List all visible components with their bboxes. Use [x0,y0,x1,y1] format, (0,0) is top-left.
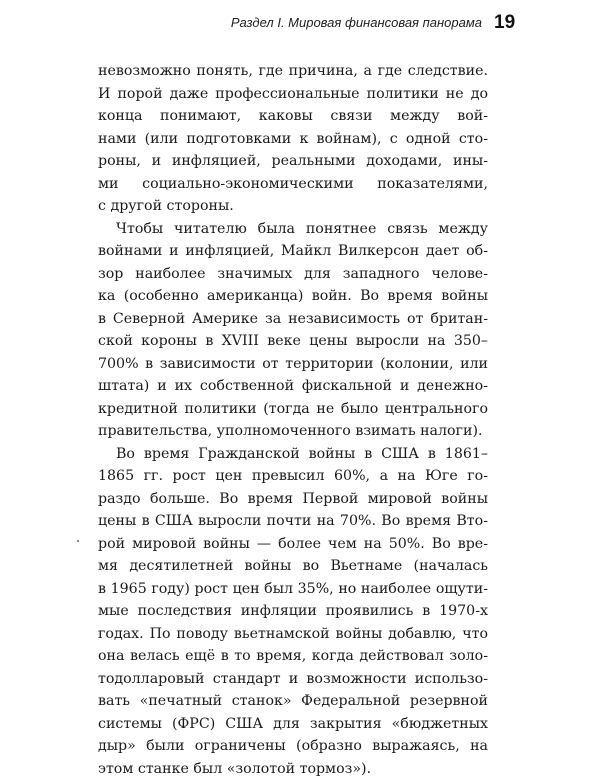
text-line: вать «печатный станок» Федеральной резервной [98,690,488,713]
text-line: раздо больше. Во время Первой мировой войны [98,488,488,511]
text-line: 1865 гг. рост цен превысил 60%, а на Юге го- [98,465,488,488]
text-line: системы (ФРС) США для закрытия «бюджетных [98,713,488,736]
text-line: с другой стороны. [98,195,488,218]
text-line: ми социально-экономическими показателями, [98,173,488,196]
text-line: годах. По поводу вьетнамской войны добавлю, что [98,623,488,646]
text-line: цены в США выросли почти на 70%. Во время Вто- [98,510,488,533]
text-line: в Северной Америке за независимость от британ- [98,308,488,331]
text-line: конца понимают, каковы связи между вой- [98,105,488,128]
text-line: она велась ещё в то время, когда действовал золо- [98,645,488,668]
text-line: в 1965 году) рост цен был 35%, но наиболее ощути- [98,578,488,601]
paragraph [98,218,488,443]
print-speck [77,540,79,542]
text-line: И порой даже профессиональные политики не до [98,83,488,106]
text-line: невозможно понять, где причина, а где следствие. [98,60,488,83]
text-line: рой мировой войны — более чем на 50%. Во вре- [98,533,488,556]
paragraph [98,443,488,780]
text-line: тодолларовый стандарт и возможности использо- [98,668,488,691]
text-line: кредитной политики (тогда не было центрального [98,398,488,421]
text-line: нами (или подготовками к войнам), с одной сто- [98,128,488,151]
page-body [98,60,488,780]
text-line: ской короны в XVIII веке цены выросли на 350– [98,330,488,353]
running-header: Раздел I. Мировая финансовая панорама [231,15,482,30]
text-line: мя десятилетней войны во Вьетнаме (началась [98,555,488,578]
paragraph [98,60,488,218]
text-line: Во время Гражданской войны в США в 1861– [98,443,488,466]
text-line: войнами и инфляцией, Майкл Вилкерсон дает об- [98,240,488,263]
text-line: мые последствия инфляции проявились в 1970-х [98,600,488,623]
text-line: роны, и инфляцией, реальными доходами, ины- [98,150,488,173]
text-line: Чтобы читателю была понятнее связь между [98,218,488,241]
text-line: ка (особенно американца) войн. Во время войны [98,285,488,308]
text-line: штата) и их собственной фискальной и денежно- [98,375,488,398]
text-line: дыр» были ограничены (образно выражаясь, на [98,735,488,758]
text-line: правительства, уполномоченного взимать налоги). [98,420,488,443]
page-number: 19 [494,12,515,34]
text-line: 700% в зависимости от территории (колонии, или [98,353,488,376]
text-line: зор наиболее значимых для западного челове- [98,263,488,286]
text-line: этом станке был «золотой тормоз»). [98,758,488,780]
